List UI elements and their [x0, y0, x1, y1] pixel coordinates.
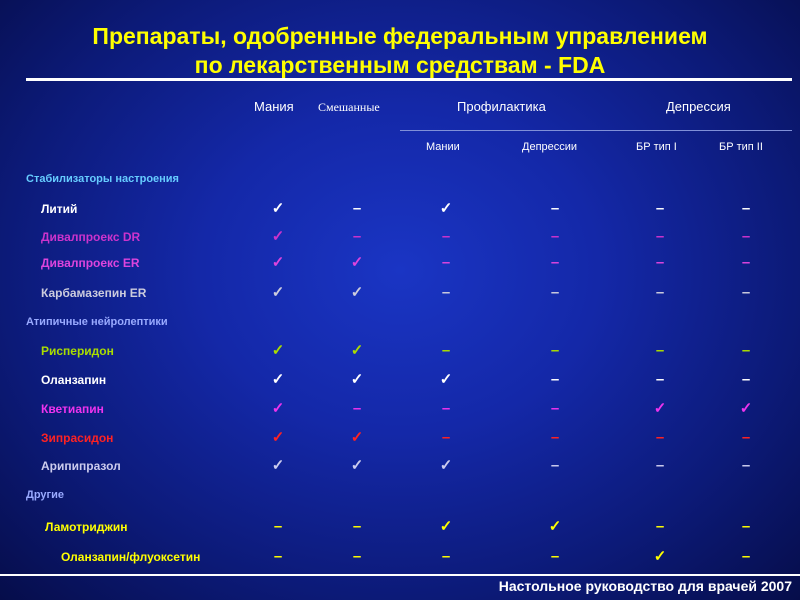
subheader-mania: Мании: [426, 141, 460, 153]
dash-mark: –: [741, 371, 751, 388]
dash-mark: –: [655, 457, 665, 474]
check-mark-icon: ✓: [271, 457, 285, 474]
dash-mark: –: [550, 548, 560, 565]
dash-mark: –: [655, 342, 665, 359]
drug-name: Кветиапин: [41, 402, 104, 416]
dash-mark: –: [741, 228, 751, 245]
dash-mark: –: [273, 548, 283, 565]
check-mark-icon: ✓: [653, 400, 667, 417]
dash-mark: –: [741, 254, 751, 271]
dash-mark: –: [550, 429, 560, 446]
dash-mark: –: [441, 254, 451, 271]
dash-mark: –: [550, 284, 560, 301]
check-mark-icon: ✓: [271, 284, 285, 301]
section-label: Другие: [26, 489, 64, 501]
dash-mark: –: [655, 518, 665, 535]
check-mark-icon: ✓: [271, 342, 285, 359]
footer-divider: [0, 574, 800, 576]
title-line-1: Препараты, одобренные федеральным управлением: [92, 23, 708, 49]
check-mark-icon: ✓: [653, 548, 667, 565]
drug-name: Рисперидон: [41, 344, 114, 358]
check-mark-icon: ✓: [548, 518, 562, 535]
section-label: Стабилизаторы настроения: [26, 173, 179, 185]
dash-mark: –: [741, 518, 751, 535]
header-subdivider: [400, 130, 792, 131]
header-mania: Мания: [254, 99, 294, 114]
dash-mark: –: [352, 400, 362, 417]
dash-mark: –: [550, 400, 560, 417]
check-mark-icon: ✓: [350, 429, 364, 446]
check-mark-icon: ✓: [439, 518, 453, 535]
title-divider: [26, 78, 792, 81]
dash-mark: –: [550, 371, 560, 388]
dash-mark: –: [441, 429, 451, 446]
subheader-bp1: БР тип I: [636, 141, 677, 153]
dash-mark: –: [655, 228, 665, 245]
dash-mark: –: [550, 457, 560, 474]
slide-title: [0, 22, 800, 80]
header-mixed: Смешанные: [318, 100, 380, 114]
subheader-depression: Депрессии: [522, 141, 578, 153]
check-mark-icon: ✓: [439, 371, 453, 388]
subheader-bp2: БР тип II: [719, 141, 763, 153]
dash-mark: –: [352, 228, 362, 245]
dash-mark: –: [655, 254, 665, 271]
drug-name: Карбамазепин ER: [41, 286, 147, 300]
dash-mark: –: [441, 548, 451, 565]
title-line-2: по лекарственным средствам - FDA: [194, 52, 606, 78]
dash-mark: –: [441, 342, 451, 359]
dash-mark: –: [655, 284, 665, 301]
drug-name: Зипрасидон: [41, 431, 114, 445]
check-mark-icon: ✓: [271, 429, 285, 446]
dash-mark: –: [352, 200, 362, 217]
dash-mark: –: [441, 284, 451, 301]
check-mark-icon: ✓: [350, 342, 364, 359]
dash-mark: –: [741, 548, 751, 565]
check-mark-icon: ✓: [271, 200, 285, 217]
check-mark-icon: ✓: [350, 284, 364, 301]
check-mark-icon: ✓: [439, 200, 453, 217]
dash-mark: –: [550, 200, 560, 217]
dash-mark: –: [273, 518, 283, 535]
dash-mark: –: [741, 284, 751, 301]
section-label: Атипичные нейролептики: [26, 316, 168, 328]
dash-mark: –: [441, 228, 451, 245]
drug-name: Арипипразол: [41, 459, 121, 473]
check-mark-icon: ✓: [350, 254, 364, 271]
drug-name: Оланзапин/флуоксетин: [61, 550, 201, 564]
dash-mark: –: [441, 400, 451, 417]
drug-name: Литий: [41, 202, 78, 216]
drug-name: Ламотриджин: [45, 520, 128, 534]
dash-mark: –: [550, 228, 560, 245]
check-mark-icon: ✓: [350, 457, 364, 474]
drug-name: Дивалпроекс DR: [41, 230, 141, 244]
dash-mark: –: [655, 200, 665, 217]
dash-mark: –: [352, 548, 362, 565]
dash-mark: –: [352, 518, 362, 535]
dash-mark: –: [741, 429, 751, 446]
check-mark-icon: ✓: [271, 254, 285, 271]
dash-mark: –: [655, 371, 665, 388]
drug-name: Дивалпроекс ER: [41, 256, 140, 270]
header-prophylaxis: Профилактика: [457, 99, 546, 114]
check-mark-icon: ✓: [439, 457, 453, 474]
dash-mark: –: [741, 200, 751, 217]
drug-name: Оланзапин: [41, 373, 107, 387]
check-mark-icon: ✓: [271, 228, 285, 245]
check-mark-icon: ✓: [739, 400, 753, 417]
dash-mark: –: [550, 254, 560, 271]
footer-source: Настольное руководство для врачей 2007: [498, 578, 792, 594]
dash-mark: –: [550, 342, 560, 359]
dash-mark: –: [741, 342, 751, 359]
dash-mark: –: [741, 457, 751, 474]
check-mark-icon: ✓: [350, 371, 364, 388]
header-depression: Депрессия: [666, 99, 731, 114]
dash-mark: –: [655, 429, 665, 446]
check-mark-icon: ✓: [271, 400, 285, 417]
check-mark-icon: ✓: [271, 371, 285, 388]
